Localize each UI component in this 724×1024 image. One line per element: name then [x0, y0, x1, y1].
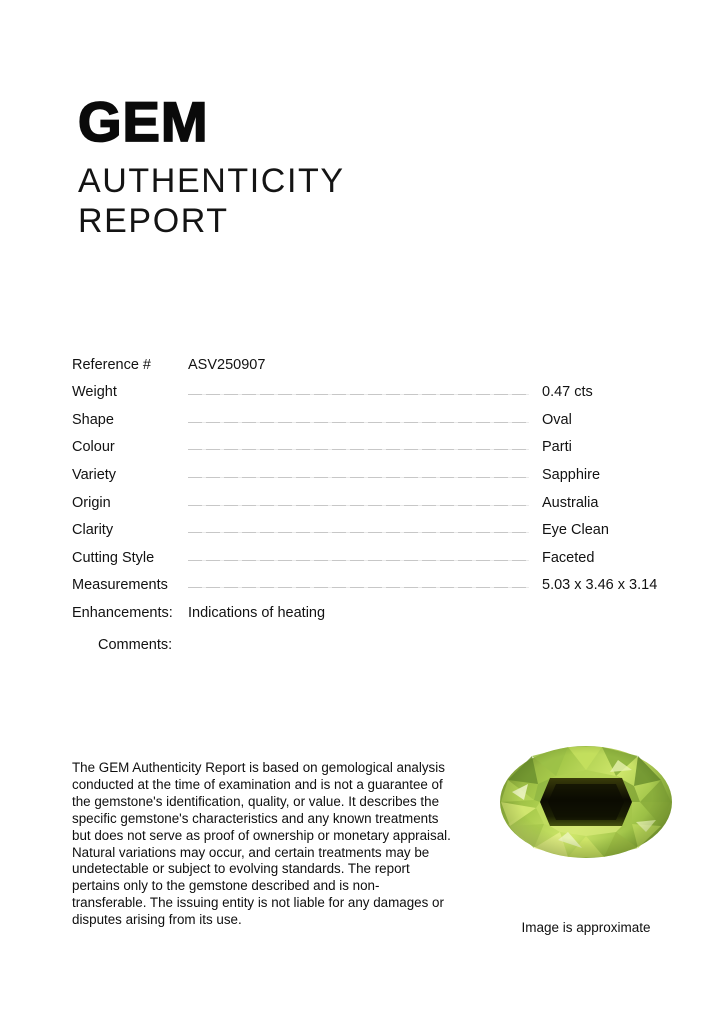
report-header: [78, 90, 345, 241]
field-value: 5.03 x 3.46 x 3.14: [542, 577, 658, 594]
field-value: ASV250907: [188, 356, 266, 373]
field-label: Enhancements:: [72, 604, 173, 621]
report-title-line1: AUTHENTICITY: [78, 162, 345, 200]
field-row: [72, 512, 664, 540]
field-row: [72, 594, 664, 622]
field-label: Colour: [72, 439, 115, 456]
field-row: [72, 401, 664, 429]
field-value: Australia: [542, 494, 599, 511]
report-title-line2: REPORT: [78, 202, 229, 240]
field-value: Sapphire: [542, 466, 601, 483]
field-label: Measurements: [72, 577, 168, 594]
gem-photo-graphic: [498, 740, 674, 864]
leader-line: [188, 587, 529, 588]
leader-line: [188, 560, 529, 561]
field-row: [72, 456, 664, 484]
field-label: Clarity: [72, 522, 114, 539]
field-value: 0.47 cts: [542, 384, 593, 401]
comments-row: [98, 637, 172, 653]
field-row: [72, 429, 664, 457]
field-label: Shape: [72, 411, 114, 428]
field-row: [72, 346, 664, 374]
field-label: Variety: [72, 466, 117, 483]
gem-photo: [498, 740, 674, 864]
comments-label: Comments:: [98, 637, 173, 653]
field-row: [72, 539, 664, 567]
field-value: Eye Clean: [542, 522, 609, 539]
leader-line: [188, 532, 529, 533]
field-label: Reference #: [72, 356, 151, 373]
leader-line: [188, 477, 529, 478]
field-label: Cutting Style: [72, 549, 155, 566]
field-row: [72, 374, 664, 402]
disclaimer-text: The GEM Authenticity Report is based on gemological analysis conducted at the time of examination and is not a guarantee of the gemstone's identification, quality, or value. It describes the specific gemstone's characteristics and any known treatments but does not serve as proof of ownership or monetary appraisal. Natural variations may occur, and certain treatments may be undetectable or subject to evolving standards. The report pertains only to the gemstone described and is non-transferable. The issuing entity is not liable for any damages or disputes arising from its use.: [72, 760, 451, 928]
leader-line: [188, 505, 529, 506]
leader-line: [188, 394, 529, 395]
gem-caption: Image is approximate: [521, 920, 651, 935]
field-label: Origin: [72, 494, 111, 511]
field-value: Indications of heating: [188, 604, 326, 621]
field-value: Faceted: [542, 549, 595, 566]
brand-title: GEM: [78, 90, 209, 153]
field-label: Weight: [72, 384, 117, 401]
field-value: Parti: [542, 439, 572, 456]
field-row: [72, 484, 664, 512]
field-value: Oval: [542, 411, 572, 428]
field-row: [72, 567, 664, 595]
report-title: [78, 161, 345, 241]
leader-line: [188, 422, 529, 423]
fields-section: [72, 346, 664, 622]
leader-line: [188, 449, 529, 450]
